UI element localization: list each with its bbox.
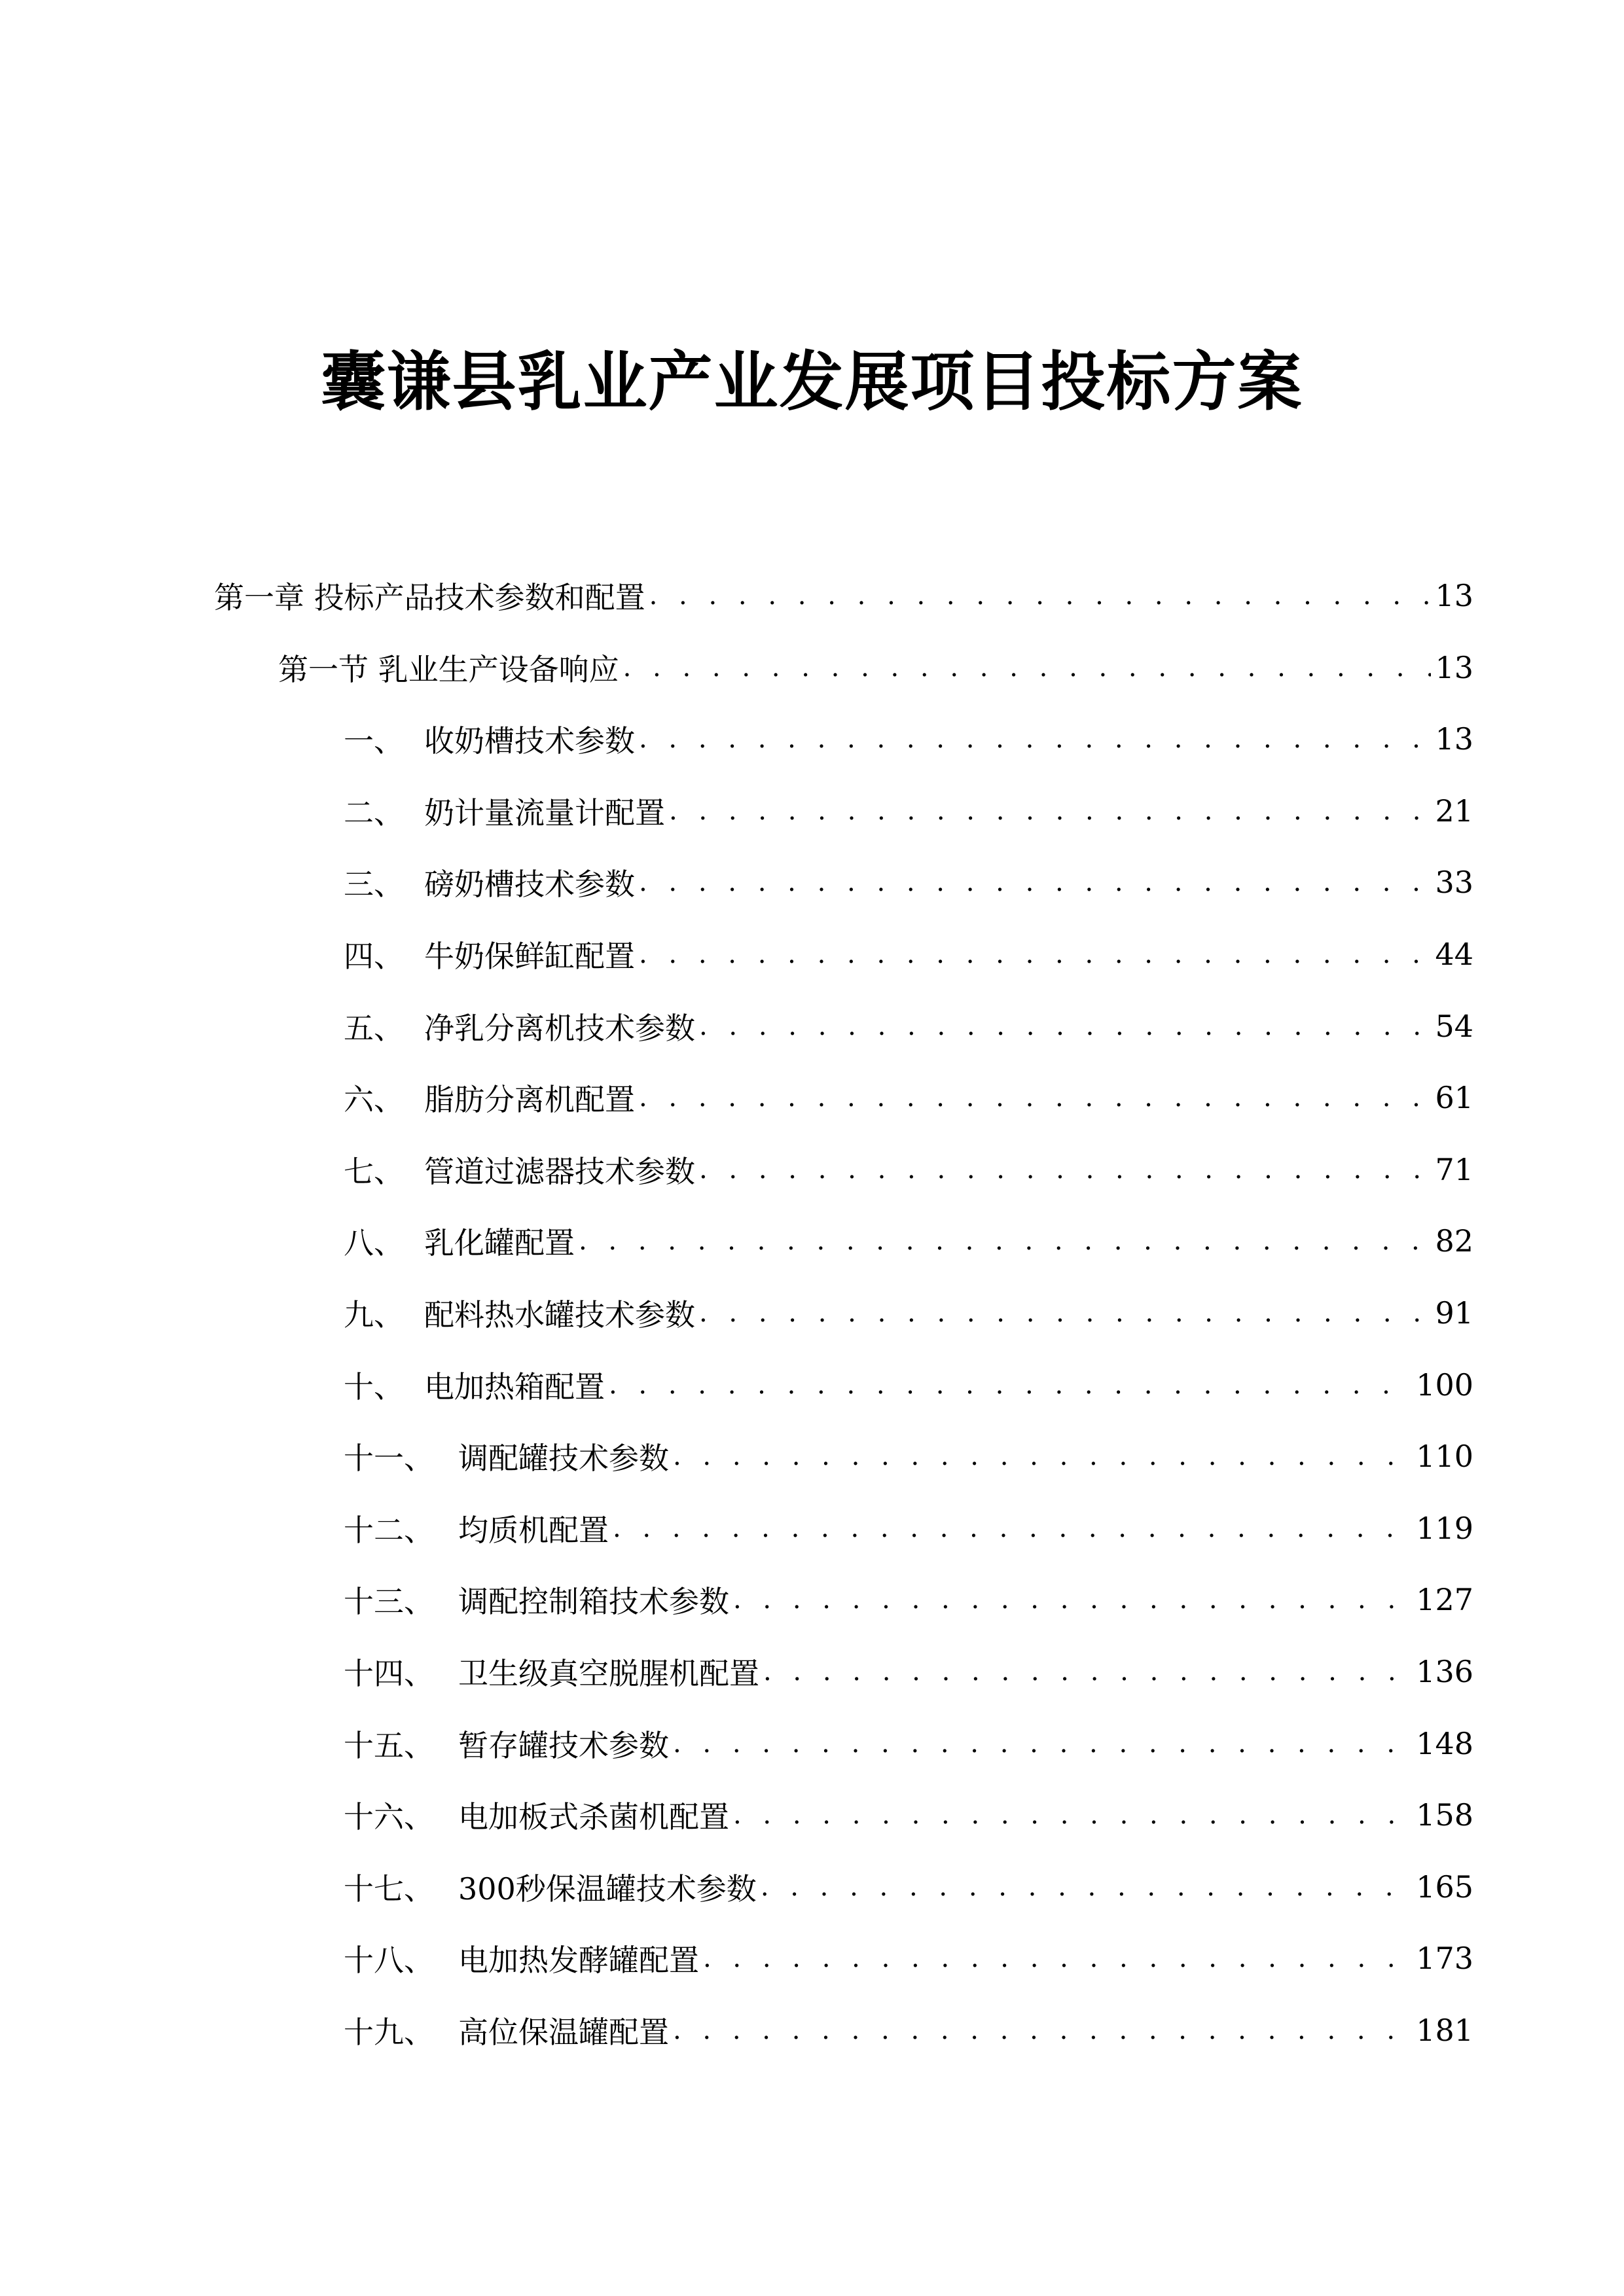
toc-entry-number: 六、: [344, 1082, 404, 1118]
toc-entry-number: 十一、: [344, 1441, 434, 1477]
toc-entry-label: 电加热箱配置: [424, 1369, 605, 1405]
toc-entry-page: 21: [1435, 793, 1473, 829]
dot-leader: [699, 1155, 1431, 1185]
dot-leader: [609, 1370, 1412, 1400]
toc-entry[interactable]: [344, 1502, 1473, 1554]
toc-entry-label: 调配罐技术参数: [458, 1441, 669, 1477]
toc-entry-label: 调配控制箱技术参数: [458, 1584, 729, 1620]
dot-leader: [669, 796, 1431, 826]
dot-leader: [703, 1943, 1412, 1973]
toc-entry[interactable]: [344, 1359, 1473, 1411]
toc-entry-page: 61: [1435, 1080, 1473, 1116]
toc-entry-label: 收奶槽技术参数: [424, 723, 635, 759]
toc-entry-number: 十二、: [344, 1512, 434, 1548]
toc-entry[interactable]: [344, 1789, 1473, 1841]
dot-leader: [763, 1657, 1412, 1687]
toc-entry-number: 十八、: [344, 1943, 434, 1979]
toc-entry[interactable]: [344, 1215, 1473, 1267]
dot-leader: [673, 1441, 1412, 1471]
dot-leader: [639, 867, 1431, 897]
dot-leader: [579, 1226, 1431, 1256]
toc-entry-label: 300秒保温罐技术参数: [458, 1871, 757, 1907]
toc-entry-label: 卫生级真空脱腥机配置: [458, 1656, 759, 1691]
toc-entry-label: 电加板式杀菌机配置: [458, 1799, 729, 1835]
toc-entry-label: 暂存罐技术参数: [458, 1727, 669, 1763]
toc-entry[interactable]: [344, 1071, 1473, 1124]
dot-leader: [613, 1513, 1412, 1543]
toc-entry-number: 七、: [344, 1153, 404, 1189]
toc-entry-number: 十三、: [344, 1584, 434, 1620]
toc-entry[interactable]: [344, 1000, 1473, 1052]
toc-entry-number: 八、: [344, 1225, 404, 1261]
toc-entry[interactable]: [344, 856, 1473, 908]
toc-entry-label: 净乳分离机技术参数: [424, 1010, 695, 1046]
toc-entry-page: 91: [1435, 1295, 1473, 1331]
toc-entry-page: 181: [1416, 2013, 1473, 2048]
toc-entry-number: 九、: [344, 1297, 404, 1333]
toc-entry[interactable]: [278, 641, 1473, 694]
toc-entry[interactable]: [344, 1645, 1473, 1698]
toc-entry-page: 158: [1416, 1797, 1473, 1833]
toc-entry-page: 127: [1416, 1582, 1473, 1618]
toc-entry-number: 二、: [344, 795, 404, 831]
toc-entry-label: 第一章 投标产品技术参数和配置: [214, 580, 645, 615]
toc-entry[interactable]: [344, 1430, 1473, 1482]
dot-leader: [699, 1011, 1431, 1041]
dot-leader: [761, 1872, 1412, 1902]
toc-entry-number: 三、: [344, 867, 404, 903]
toc-entry[interactable]: [344, 1861, 1473, 1913]
toc-entry-label: 配料热水罐技术参数: [424, 1297, 695, 1333]
toc-entry-label: 乳化罐配置: [424, 1225, 575, 1261]
toc-entry-page: 119: [1416, 1510, 1473, 1546]
toc-entry-label: 电加热发酵罐配置: [458, 1943, 699, 1979]
toc-entry-page: 71: [1435, 1151, 1473, 1187]
toc-entry[interactable]: [344, 1287, 1473, 1339]
toc-entry[interactable]: [344, 1143, 1473, 1196]
document-title: 囊谦县乳业产业发展项目投标方案: [321, 345, 1303, 420]
toc-entry-number: 十四、: [344, 1656, 434, 1691]
toc-entry-page: 136: [1416, 1654, 1473, 1689]
toc-entry[interactable]: [344, 928, 1473, 980]
toc-entry[interactable]: [344, 785, 1473, 837]
toc-entry-page: 148: [1416, 1725, 1473, 1761]
dot-leader: [733, 1800, 1412, 1830]
toc-entry-label: 脂肪分离机配置: [424, 1082, 635, 1118]
toc-entry[interactable]: [214, 569, 1473, 622]
toc-entry-page: 13: [1435, 649, 1473, 685]
toc-entry[interactable]: [344, 1717, 1473, 1770]
toc-entry-label: 奶计量流量计配置: [424, 795, 665, 831]
toc-entry-number: 十六、: [344, 1799, 434, 1835]
toc-entry[interactable]: [344, 1573, 1473, 1626]
toc-entry-label: 磅奶槽技术参数: [424, 867, 635, 903]
dot-leader: [699, 1298, 1431, 1328]
toc-entry-page: 165: [1416, 1869, 1473, 1905]
dot-leader: [639, 1083, 1431, 1113]
toc-entry-number: 十九、: [344, 2015, 434, 2050]
dot-leader: [639, 724, 1431, 754]
toc-entry-page: 33: [1435, 865, 1473, 901]
toc-entry[interactable]: [344, 2004, 1473, 2056]
toc-entry[interactable]: [344, 713, 1473, 765]
toc-entry-number: 四、: [344, 939, 404, 974]
toc-entry[interactable]: [344, 1932, 1473, 1984]
toc-entry-page: 100: [1416, 1367, 1473, 1403]
dot-leader: [673, 1729, 1412, 1759]
toc-entry-page: 54: [1435, 1008, 1473, 1044]
dot-leader: [623, 653, 1432, 683]
toc-entry-number: 十五、: [344, 1727, 434, 1763]
dot-leader: [673, 2015, 1412, 2045]
toc-entry-page: 110: [1416, 1439, 1473, 1475]
toc-entry-label: 管道过滤器技术参数: [424, 1153, 695, 1189]
toc-entry-page: 173: [1416, 1941, 1473, 1977]
toc-entry-number: 十七、: [344, 1871, 434, 1907]
toc-entry-page: 13: [1435, 578, 1473, 613]
toc-entry-number: 十、: [344, 1369, 404, 1405]
toc-entry-page: 44: [1435, 937, 1473, 972]
toc-entry-number: 五、: [344, 1010, 404, 1046]
dot-leader: [649, 581, 1432, 611]
dot-leader: [639, 939, 1431, 969]
toc-entry-label: 第一节 乳业生产设备响应: [278, 651, 619, 687]
toc-entry-page: 82: [1435, 1223, 1473, 1259]
toc-entry-label: 牛奶保鲜缸配置: [424, 939, 635, 974]
dot-leader: [733, 1585, 1412, 1615]
toc-entry-label: 高位保温罐配置: [458, 2015, 669, 2050]
toc-entry-number: 一、: [344, 723, 404, 759]
toc-entry-page: 13: [1435, 721, 1473, 757]
toc-entry-label: 均质机配置: [458, 1512, 609, 1548]
